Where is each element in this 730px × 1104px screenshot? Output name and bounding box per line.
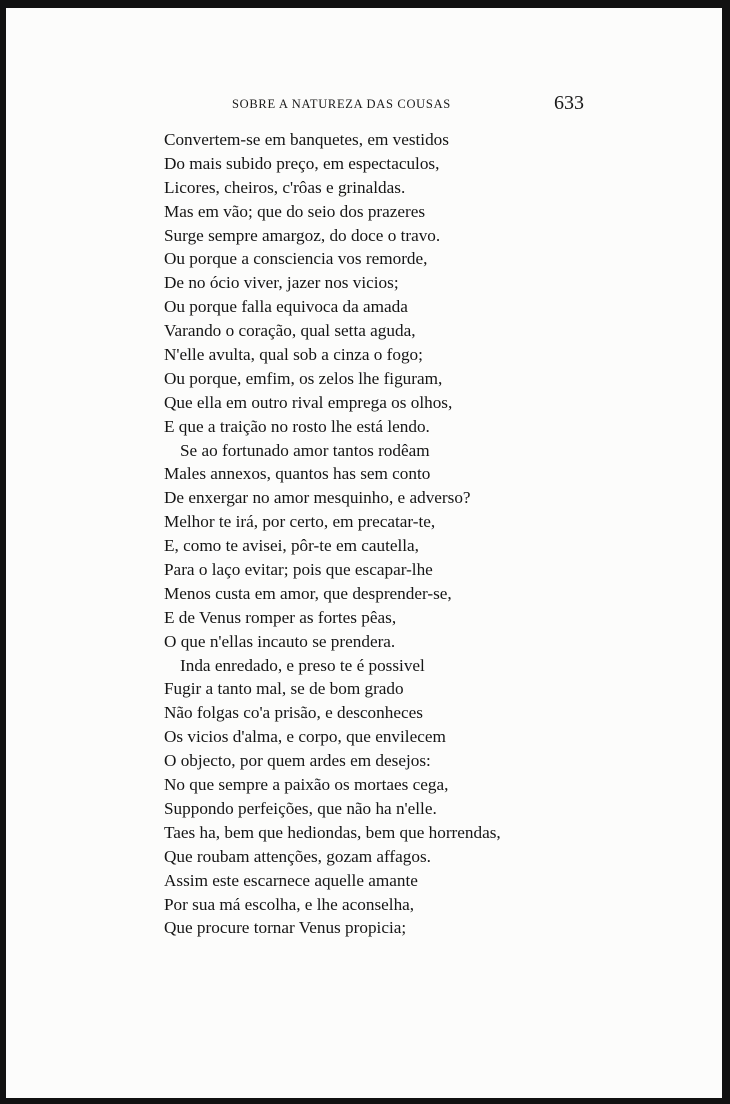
verse-line: De no ócio viver, jazer nos vicios; bbox=[164, 273, 399, 293]
verse-line: Mas em vão; que do seio dos prazeres bbox=[164, 201, 426, 221]
verse-line: Ou porque falla equivoca da amada bbox=[164, 297, 408, 317]
verse-line: No que sempre a paixão os mortaes cega, bbox=[164, 775, 449, 795]
verse-line: Para o laço evitar; pois que escapar-lhe bbox=[164, 560, 433, 580]
verse-line: Ou porque, emfim, os zelos lhe figuram, bbox=[164, 368, 443, 388]
verse-line-stanza-start: Inda enredado, e preso te é possivel bbox=[180, 655, 425, 675]
verse-line: Assim este escarnece aquelle amante bbox=[164, 870, 418, 890]
verse-line: Licores, cheiros, c'rôas e grinaldas. bbox=[164, 177, 406, 197]
verse-line: Varando o coração, qual setta aguda, bbox=[164, 321, 416, 341]
verse-block bbox=[164, 128, 584, 940]
verse-line: Por sua má escolha, e lhe aconselha, bbox=[164, 894, 415, 914]
verse-line: E, como te avisei, pôr-te em cautella, bbox=[164, 536, 419, 556]
running-title: SOBRE A NATUREZA DAS COUSAS bbox=[232, 97, 451, 111]
verse-line: O objecto, por quem ardes em desejos: bbox=[164, 751, 431, 771]
verse-line: Suppondo perfeições, que não ha n'elle. bbox=[164, 798, 437, 818]
verse-line: Do mais subido preço, em espectaculos, bbox=[164, 153, 440, 173]
verse-line: Os vicios d'alma, e corpo, que envilecem bbox=[164, 727, 446, 747]
verse-line: Males annexos, quantos has sem conto bbox=[164, 464, 431, 484]
verse-line: Surge sempre amargoz, do doce o travo. bbox=[164, 225, 441, 245]
verse-line: Menos custa em amor, que desprender-se, bbox=[164, 583, 452, 603]
verse-line: N'elle avulta, qual sob a cinza o fogo; bbox=[164, 345, 423, 365]
verse-line: Que procure tornar Venus propicia; bbox=[164, 918, 407, 938]
verse-line: Melhor te irá, por certo, em precatar-te, bbox=[164, 512, 436, 532]
verse-line: Que roubam attenções, gozam affagos. bbox=[164, 846, 431, 866]
verse-line: De enxergar no amor mesquinho, e adverso? bbox=[164, 488, 471, 508]
verse-line: E de Venus romper as fortes pêas, bbox=[164, 607, 397, 627]
verse-line: Taes ha, bem que hediondas, bem que horrendas, bbox=[164, 822, 501, 842]
verse-line: Ou porque a consciencia vos remorde, bbox=[164, 249, 428, 269]
verse-line: Não folgas co'a prisão, e desconheces bbox=[164, 703, 423, 723]
verse-line: Que ella em outro rival emprega os olhos, bbox=[164, 392, 453, 412]
page-header bbox=[6, 92, 730, 117]
verse-line: E que a traição no rosto lhe está lendo. bbox=[164, 416, 430, 436]
verse-line: O que n'ellas incauto se prendera. bbox=[164, 631, 396, 651]
verse-line: Fugir a tanto mal, se de bom grado bbox=[164, 679, 404, 699]
verse-line-stanza-start: Se ao fortunado amor tantos rodêam bbox=[180, 440, 430, 460]
page-number: 633 bbox=[554, 92, 584, 114]
verse-line: Convertem-se em banquetes, em vestidos bbox=[164, 130, 449, 149]
